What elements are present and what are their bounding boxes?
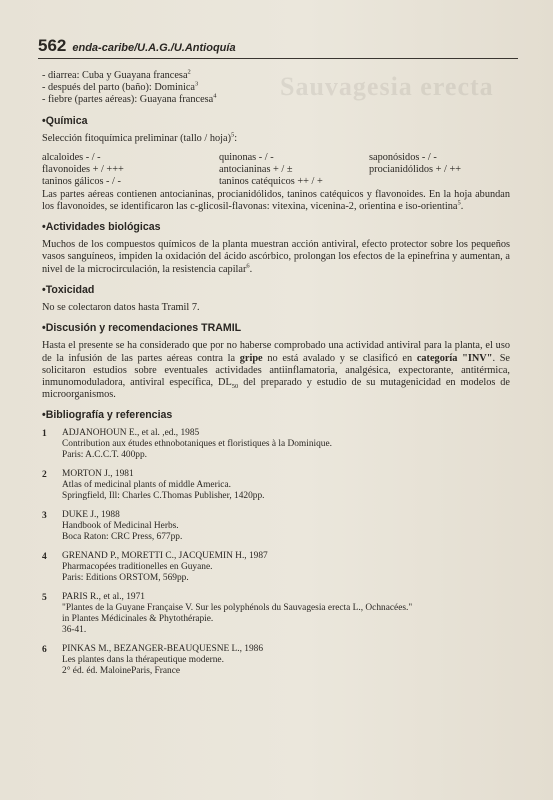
reference-line: Atlas of medicinal plants of middle America. [62,479,231,490]
reference-number: 2 [42,469,47,480]
use-item: - después del parto (baño): Dominica$^3$ [42,80,199,94]
phytochem-entry: quinonas - / - [219,152,274,164]
reference-number: 5 [42,592,47,603]
reference-line: Paris: A.C.C.T. 400pp. [62,449,147,460]
reference-line: Pharmacopées traditionelles en Guyane. [62,561,213,572]
reference-item [42,510,510,543]
reference-number: 1 [42,428,47,439]
page-header [38,36,518,59]
phytochem-column [219,152,369,189]
quimica-paragraph: Las partes aéreas contienen antocianinas, procianidólidos, taninos catéquicos y flavonoides. En la hoja abundan los flavonoides, se identificaron las c-glicosil-flavonas: vitexina, vicenina-2, orientina e iso-orientina$^5$. [42,188,510,212]
phytochem-table [42,152,510,189]
phytochem-entry: flavonoides + / +++ [42,164,124,176]
phytochem-entry: procianidólidos + / ++ [369,164,462,176]
reference-line: Handbook of Medicinal Herbs. [62,520,179,531]
toxicidad-paragraph: No se colectaron datos hasta Tramil 7. [42,302,200,314]
reference-line: Contribution aux études ethnobotaniques et floristiques à la Dominique. [62,438,333,449]
reference-line: PARIS R., et al., 1971 [62,591,145,602]
section-heading-quimica: •Química [42,114,88,127]
reference-line: ADJANOHOUN E., et al. ,ed., 1985 [62,427,200,438]
page-content [42,70,510,685]
reference-line: Paris: Editions ORSTOM, 569pp. [62,572,189,583]
use-item: - diarrea: Cuba y Guayana francesa$^2$ [42,68,191,81]
bleed-through-title: Sauvagesia erecta [280,72,494,101]
reference-line: Boca Raton: CRC Press, 677pp. [62,531,183,542]
reference-list [42,428,510,677]
section-heading-discusion: •Discusión y recomendaciones TRAMIL [42,322,242,335]
phytochem-entry: antocianinas + / ± [219,164,293,176]
reference-item [42,551,510,584]
reference-line: 36-41. [62,624,87,635]
reference-number: 6 [42,644,47,655]
reference-line: 2° éd. éd. MaloineParis, France [62,665,181,676]
section-heading-actividades: •Actividades biológicas [42,221,161,234]
reference-item [42,469,510,502]
use-list [42,70,510,107]
phytochem-column [369,152,510,189]
running-title: enda-caribe/U.A.G./U.Antioquía [72,42,236,54]
reference-line: Springfield, Ill: Charles C.Thomas Publisher, 1420pp. [62,490,265,501]
reference-line: in Plantes Médicinales & Phytothérapie. [62,613,214,624]
phytochem-entry: saponósidos - / - [369,152,437,164]
page-number: 562 [38,36,67,55]
actividades-paragraph: Muchos de los compuestos químicos de la planta muestran acción antiviral, efecto protector sobre los pequeños vasos sanguíneos, impiden la oxidación del ácido ascórbico, prolongan los efectos de la epinefrina y aumentan, a nivel de la microcirculación, la resistencia capilar$^6$. [42,239,510,275]
use-item: - fiebre (partes aéreas): Guayana francesa$^4$ [42,92,217,106]
reference-item [42,592,510,636]
phytochem-column [42,152,219,189]
reference-line: "Plantes de la Guyane Française V. Sur les polyphénols du Sauvagesia erecta L., Ochnacées." [62,602,413,613]
reference-item [42,428,510,461]
reference-number: 3 [42,510,47,521]
phytochem-entry: taninos catéquicos ++ / + [219,176,323,188]
reference-line: MORTON J., 1981 [62,468,134,479]
section-heading-bibliografia: •Bibliografía y referencias [42,409,173,422]
section-heading-toxicidad: •Toxicidad [42,283,95,296]
phytochem-entry: alcaloides - / - [42,152,101,164]
phytochem-entry: taninos gálicos - / - [42,176,121,188]
reference-item [42,644,510,677]
reference-line: GRENAND P., MORETTI C., JACQUEMIN H., 1987 [62,550,268,561]
reference-line: DUKE J., 1988 [62,509,120,520]
discusion-paragraph: Hasta el presente se ha considerado que por no haberse comprobado una actividad antiviral para la planta, el uso de la infusión de las partes aéreas contra la gripe no está avalado y se clasificó en categoría "INV". Se solicitaron estudios sobre eventuales actividades antiinflamatoria, analgésica, expectorante, antitérmica, inmunomoduladora, antiviral específica, $DL_{50}$ del preparado y estudio de su mutagenicidad en modelos de microorganismos. [42,340,511,401]
quimica-intro: Selección fitoquímica preliminar (tallo / hoja)$^5$: [42,131,238,144]
reference-line: PINKAS M., BEZANGER-BEAUQUESNE L., 1986 [62,643,264,654]
reference-number: 4 [42,551,47,562]
reference-line: Les plantes dans la thérapeutique moderne. [62,654,224,665]
